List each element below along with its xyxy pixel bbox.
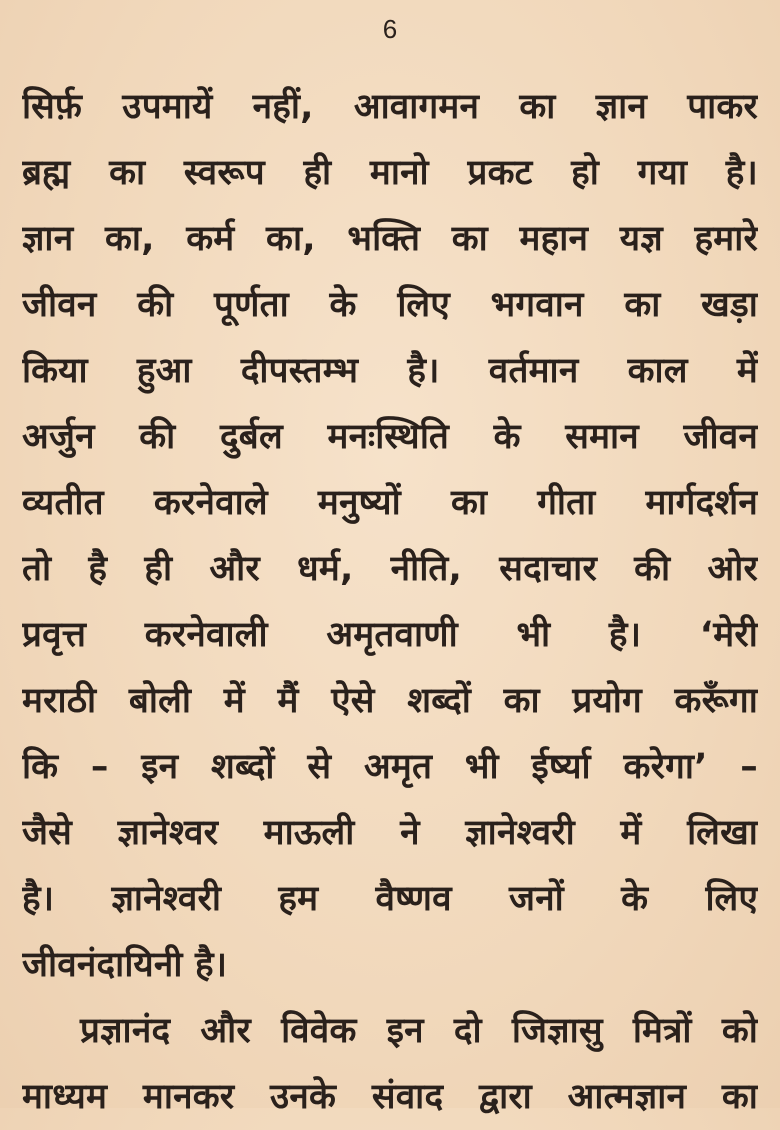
text-line-1: सिर्फ़ उपमायें नहीं, आवागमन का ज्ञान पाकर — [22, 87, 758, 127]
page-number: 6 — [382, 14, 398, 44]
text-line-14: जीवनंदायिनी है। — [22, 945, 228, 985]
text-line-13: है। ज्ञानेश्वरी हम वैष्णव जनों के लिए — [22, 879, 758, 919]
text-line-4: जीवन की पूर्णता के लिए भगवान का खड़ा — [22, 285, 758, 325]
text-line-8: तो है ही और धर्म, नीति, सदाचार की ओर — [22, 549, 758, 589]
text-line-6: अर्जुन की दुर्बल मनःस्थिति के समान जीवन — [22, 417, 758, 457]
text-line-9: प्रवृत्त करनेवाली अमृतवाणी भी है। ‘मेरी — [22, 615, 758, 655]
text-line-7: व्यतीत करनेवाले मनुष्यों का गीता मार्गदर्शन — [22, 483, 758, 523]
text-line-12: जैसे ज्ञानेश्वर माऊली ने ज्ञानेश्वरी में लिखा — [22, 813, 758, 853]
text-line-15: प्रज्ञानंद और विवेक इन दो जिज्ञासु मित्रों को — [80, 1011, 758, 1051]
body-text — [22, 74, 758, 1130]
text-line-3: ज्ञान का, कर्म का, भक्ति का महान यज्ञ हमारे — [22, 219, 758, 259]
text-line-2: ब्रह्म का स्वरूप ही मानो प्रकट हो गया है। — [22, 153, 758, 193]
text-line-11: कि – इन शब्दों से अमृत भी ईर्ष्या करेगा’ – — [22, 747, 758, 787]
text-line-5: किया हुआ दीपस्तम्भ है। वर्तमान काल में — [22, 351, 758, 391]
text-line-10: मराठी बोली में मैं ऐसे शब्दों का प्रयोग करूँगा — [22, 681, 758, 721]
text-line-16: माध्यम मानकर उनके संवाद द्वारा आत्मज्ञान का — [22, 1077, 758, 1117]
